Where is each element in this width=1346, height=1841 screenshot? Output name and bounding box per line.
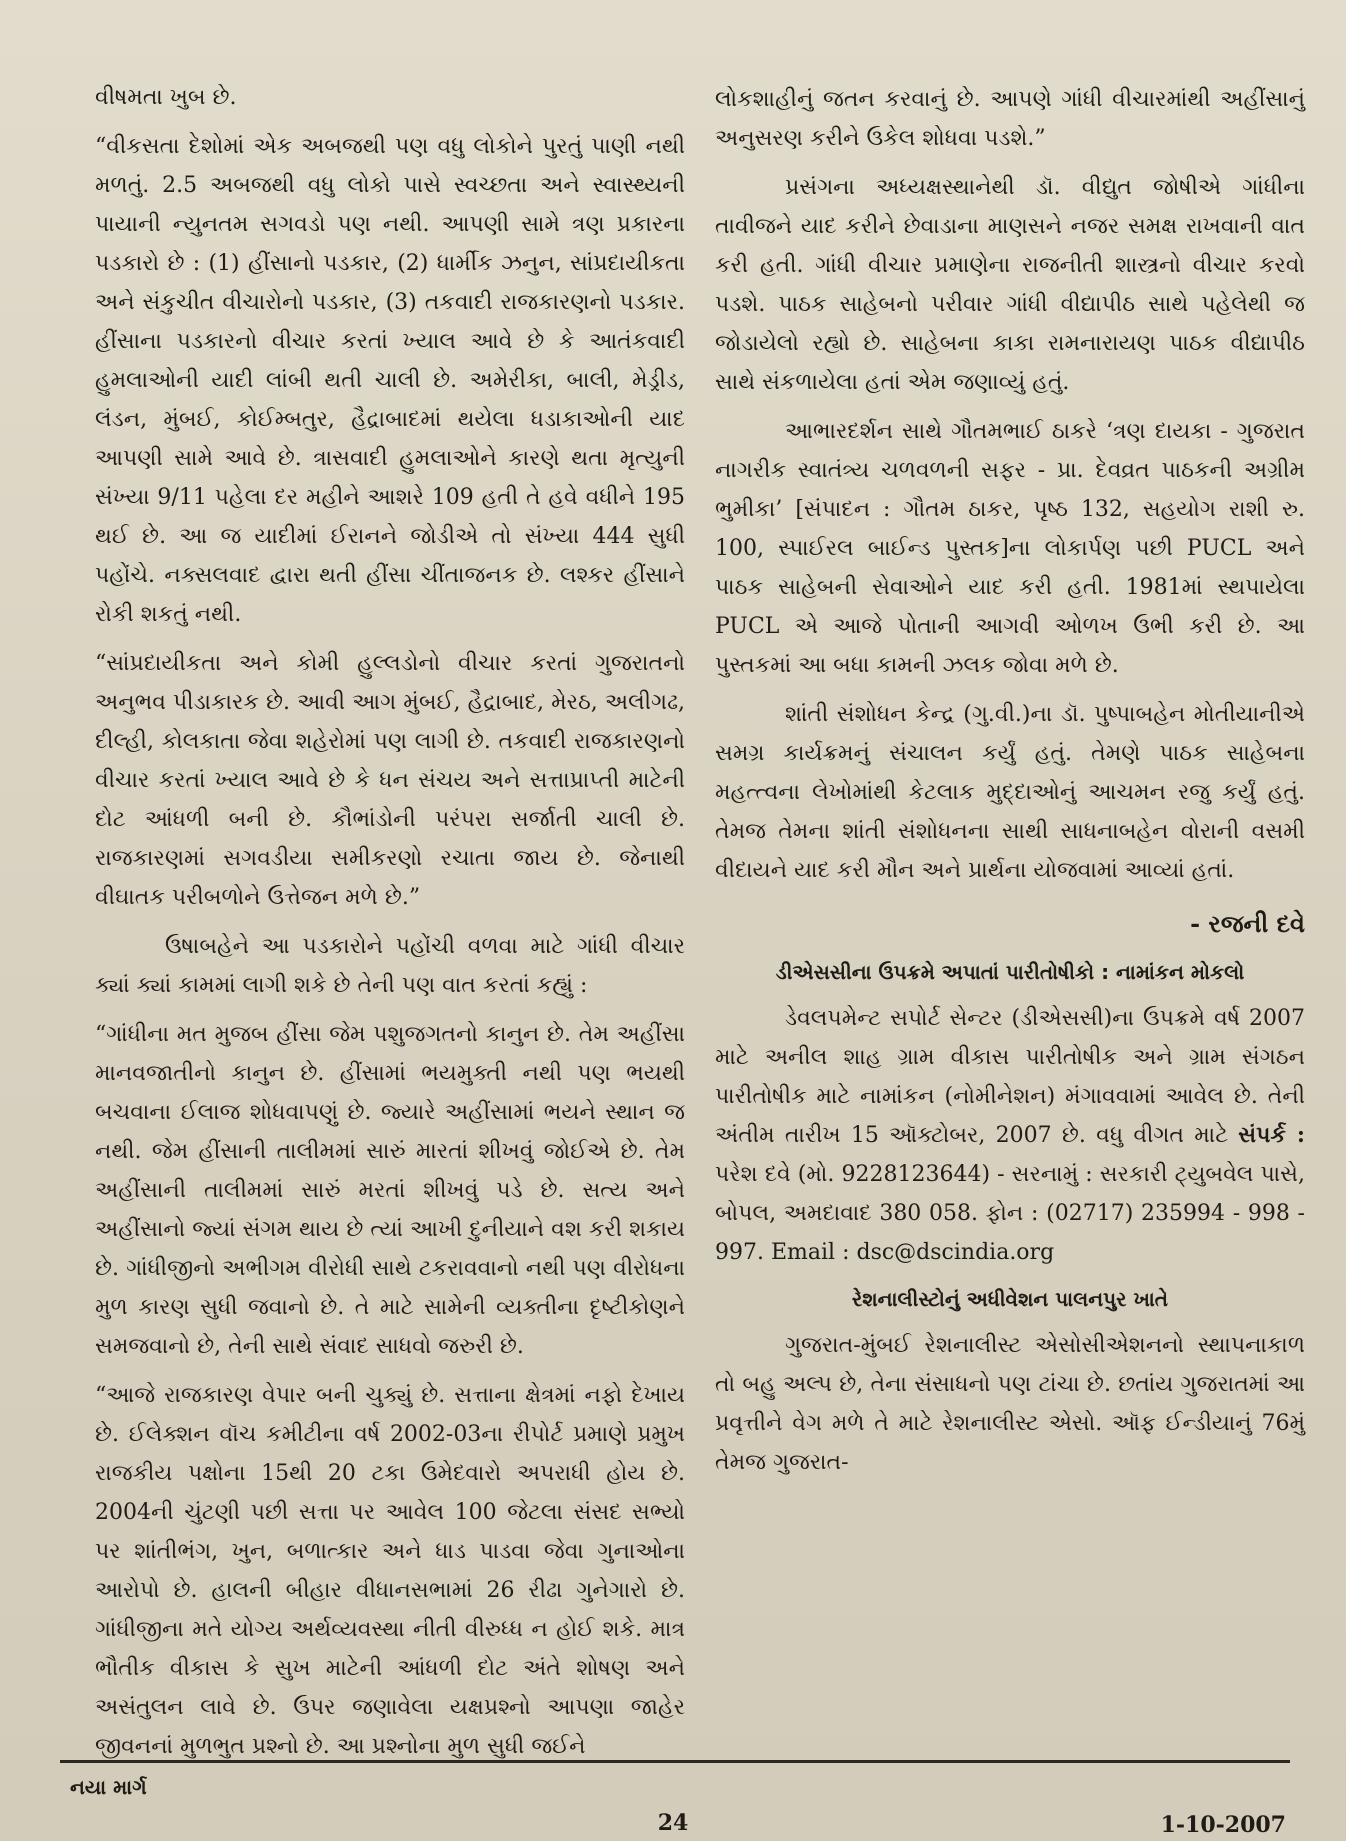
paragraph: લોકશાહીનું જતન કરવાનું છે. આપણે ગાંધી વીચારમાંથી અહીંસાનું અનુસરણ કરીને ઉકેલ શોધવા પડશે.” (715, 87, 1305, 151)
paragraph: ગુજરાત-મુંબઈ રેશનાલીસ્ટ એસોસીએશનનો સ્થાપનાકાળ તો બહુ અલ્પ છે, તેના સંસાધનો પણ ટાંચા છે. છતાંય ગુજરાતમાં આ પ્રવૃત્તીને વેગ મળે તે માટે રેશનાલીસ્ટ એસો. ઑફ ઈન્ડીયાનું 76મું તેમજ ગુજરાત- (715, 1333, 1305, 1475)
section-heading: ડીએસસીના ઉપક્રમે અપાતાં પારીતોષીકો : નામાંકન મોકલો (775, 960, 1245, 984)
left-column (95, 78, 685, 1776)
issue-date: 1-10-2007 (1160, 1812, 1286, 1838)
contact-label: સંપર્ક : (1238, 1122, 1305, 1148)
paragraph: આભારદર્શન સાથે ગૌતમભાઈ ઠાકરે ‘ત્રણ દાયકા - ગુજરાત નાગરીક સ્વાતંત્ર્ય ચળવળની સફર - પ્રા. દેવવ્રત પાઠકની અગ્રીમ ભુમીકા’ [સંપાદન : ગૌતમ ઠાકર, પૃષ્ઠ 132, સહયોગ રાશી રુ. 100, સ્પાઈરલ બાઈન્ડ પુસ્તક]ના લોકાર્પણ પછી PUCL અને પાઠક સાહેબની સેવાઓને યાદ કરી હતી. 1981માં સ્થપાયેલા PUCL એ આજે પોતાની આગવી ઓળખ ઉભી કરી છે. આ પુસ્તકમાં આ બધા કામની ઝલક જોવા મળે છે. (715, 419, 1305, 678)
footer-divider (60, 1760, 1290, 1763)
publication-name: નયા માર્ગ (70, 1775, 147, 1799)
paragraph (715, 999, 1305, 1272)
paragraph-text: પરેશ દવે (મો. 9228123644) - સરનામું : સરકારી ટ્યુબવેલ પાસે, બોપલ, અમદાવાદ 380 058. ફોન : (02717) 235994 - 998 - 997. Email : dsc@dscindia.org (715, 1162, 1305, 1265)
paragraph: ઉષાબહેને આ પડકારોને પહોંચી વળવા માટે ગાંધી વીચાર ક્યાં ક્યાં કામમાં લાગી શકે છે તેની પણ વાત કરતાં કહ્યું : (95, 934, 685, 998)
paragraph: “સાંપ્રદાયીકતા અને કોમી હુલ્લડોનો વીચાર કરતાં ગુજરાતનો અનુભવ પીડાકારક છે. આવી આગ મુંબઈ, હૈદ્રાબાદ, મેરઠ, અલીગઢ, દીલ્હી, કોલકાતા જેવા શહેરોમાં પણ લાગી છે. તકવાદી રાજકારણનો વીચાર કરતાં ખ્યાલ આવે છે કે ધન સંચય અને સત્તાપ્રાપ્તી માટેની દોટ આંધળી બની છે. કૌભાંડોની પરંપરા સર્જાતી ચાલી છે. રાજકારણમાં સગવડીયા સમીકરણો રચાતા જાય છે. જેનાથી વીઘાતક પરીબળોને ઉત્તેજન મળે છે.” (95, 651, 685, 910)
paragraph: પ્રસંગના અધ્યક્ષસ્થાનેથી ડૉ. વીદ્યુત જોષીએ ગાંધીના તાવીજને યાદ કરીને છેવાડાના માણસને નજર સમક્ષ રાખવાની વાત કરી હતી. ગાંધી વીચાર પ્રમાણેના રાજનીતી શાસ્ત્રનો વીચાર કરવો પડશે. પાઠક સાહેબનો પરીવાર ગાંધી વીદ્યાપીઠ સાથે પહેલેથી જ જોડાયેલો રહ્યો છે. સાહેબના કાકા રામનારાયણ પાઠક વીદ્યાપીઠ સાથે સંકળાયેલા હતાં એમ જણાવ્યું હતું. (715, 175, 1305, 395)
author-signature: - રજની દવે (1190, 909, 1305, 938)
paragraph: વીષમતા ખુબ છે. (95, 85, 237, 110)
paragraph: “વીકસતા દેશોમાં એક અબજથી પણ વધુ લોકોને પુરતું પાણી નથી મળતું. 2.5 અબજથી વધુ લોકો પાસે સ્વચ્છતા અને સ્વાસ્થ્યની પાયાની ન્યુનતમ સગવડો પણ નથી. આપણી સામે ત્રણ પ્રકારના પડકારો છે : (1) હીંસાનો પડકાર, (2) ધાર્મીક ઝનુન, સાંપ્રદાયીકતા અને સંકુચીત વીચારોનો પડકાર, (3) તકવાદી રાજકારણનો પડકાર. હીંસાના પડકારનો વીચાર કરતાં ખ્યાલ આવે છે કે આતંકવાદી હુમલાઓની યાદી લાંબી થતી ચાલી છે. અમેરીકા, બાલી, મેડ્રીડ, લંડન, મુંબઈ, કોઈમ્બતુર, હૈદ્રાબાદમાં થયેલા ધડાકાઓની યાદ આપણી સામે આવે છે. ત્રાસવાદી હુમલાઓને કારણે થતા મૃત્યુની સંખ્યા 9/11 પહેલા દર મહીને આશરે 109 હતી તે હવે વધીને 195 થઈ છે. આ જ યાદીમાં ઈરાનને જોડીએ તો સંખ્યા 444 સુધી પહોંચે. નક્સલવાદ દ્વારા થતી હીંસા ચીંતાજનક છે. લશ્કર હીંસાને રોકી શકતું નથી. (95, 134, 685, 627)
paragraph: “આજે રાજકારણ વેપાર બની ચુક્યું છે. સત્તાના ક્ષેત્રમાં નફો દેખાય છે. ઈલેક્શન વૉચ કમીટીના વર્ષ 2002-03ના રીપોર્ટ પ્રમાણે પ્રમુખ રાજકીય પક્ષોના 15થી 20 ટકા ઉમેદવારો અપરાધી હોય છે. 2004ની ચુંટણી પછી સત્તા પર આવેલ 100 જેટલા સંસદ સભ્યો પર શાંતીભંગ, ખુન, બળાત્કાર અને ધાડ પાડવા જેવા ગુનાઓના આરોપો છે. હાલની બીહાર વીધાનસભામાં 26 રીઢા ગુનેગારો છે. ગાંધીજીના મતે યોગ્ય અર્થવ્યવસ્થા નીતી વીરુધ્ધ ન હોઈ શકે. માત્ર ભૌતીક વીકાસ કે સુખ માટેની આંધળી દોટ અંતે શોષણ અને અસંતુલન લાવે છે. ઉપર જણાવેલા યક્ષપ્રશ્નો આપણા જાહેર જીવનનાં મુળભુત પ્રશ્નો છે. આ પ્રશ્નોના મુળ સુધી જઈને (95, 1383, 685, 1759)
right-column (715, 80, 1305, 1492)
paragraph-text: ડેવલપમેન્ટ સપોર્ટ સેન્ટર (ડીએસસી)ના ઉપક્રમે વર્ષ 2007 માટે અનીલ શાહ ગ્રામ વીકાસ પારીતોષીક અને ગ્રામ સંગઠન પારીતોષીક માટે નામાંકન (નોમીનેશન) મંગાવવામાં આવેલ છે. તેની અંતીમ તારીખ 15 ઑક્ટોબર, 2007 છે. વધુ વીગત માટે (715, 1006, 1305, 1148)
page-number: 24 (657, 1810, 689, 1836)
section-heading: રેશનાલીસ્ટોનું અધીવેશન પાલનપુર ખાતે (851, 1287, 1169, 1311)
paragraph: શાંતી સંશોધન કેન્દ્ર (ગુ.વી.)ના ડૉ. પુષ્પાબહેન મોતીયાનીએ સમગ્ર કાર્યક્રમનું સંચાલન કર્યું હતું. તેમણે પાઠક સાહેબના મહત્ત્વના લેખોમાંથી કેટલાક મુદ્દાઓનું આચમન રજુ કર્યું હતું. તેમજ તેમના શાંતી સંશોધનના સાથી સાધનાબહેન વોરાની વસમી વીદાયને યાદ કરી મૌન અને પ્રાર્થના યોજવામાં આવ્યાં હતાં. (715, 702, 1305, 883)
paragraph: “ગાંધીના મત મુજબ હીંસા જેમ પશુજગતનો કાનુન છે. તેમ અહીંસા માનવજાતીનો કાનુન છે. હીંસામાં ભયમુક્તી નથી પણ ભયથી બચવાના ઈલાજ શોધવાપણું છે. જ્યારે અહીંસામાં ભયને સ્થાન જ નથી. જેમ હીંસાની તાલીમમાં સારું મારતાં શીખવું જોઈએ છે. તેમ અહીંસાની તાલીમમાં સારું મરતાં શીખવું પડે છે. સત્ય અને અહીંસાનો જ્યાં સંગમ થાય છે ત્યાં આખી દુનીયાને વશ કરી શકાય છે. ગાંધીજીનો અભીગમ વીરોધી સાથે ટકરાવવાનો નથી પણ વીરોધના મુળ કારણ સુધી જવાનો છે. તે માટે સામેની વ્યક્તીના દૃષ્ટીકોણને સમજવાનો છે, તેની સાથે સંવાદ સાધવો જરુરી છે. (95, 1022, 685, 1359)
